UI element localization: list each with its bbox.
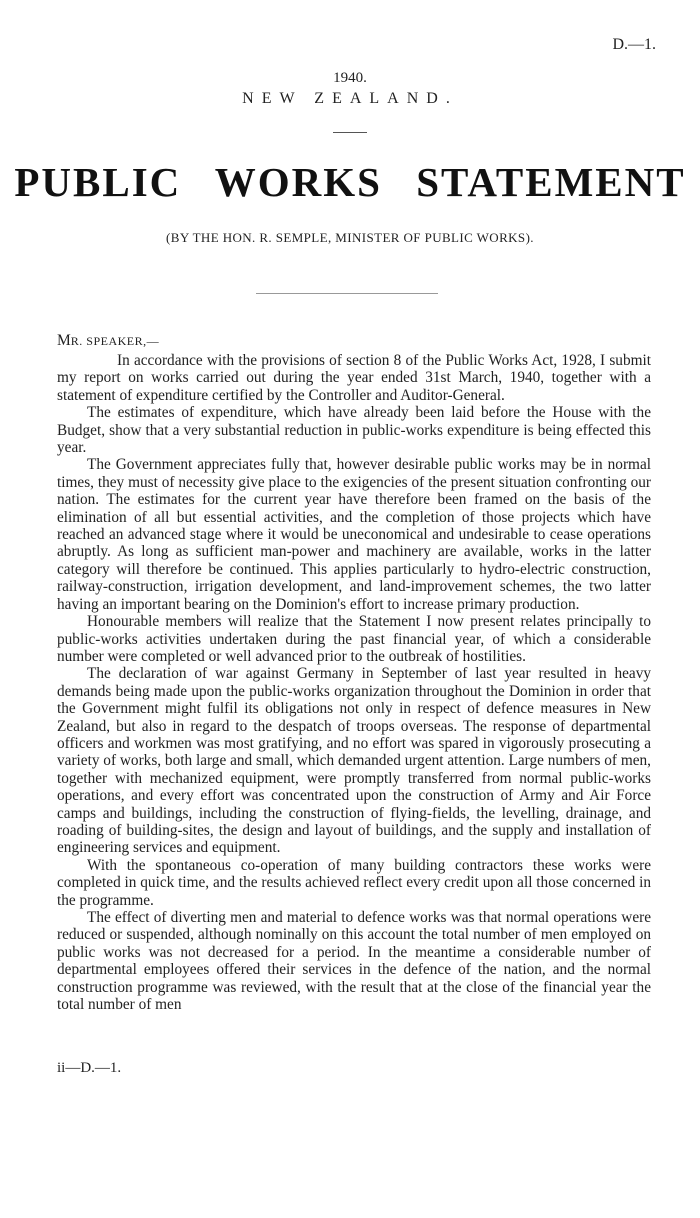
footer-reference: ii—D.—1.: [57, 1060, 122, 1076]
divider-long: [256, 293, 438, 294]
statement-body: [57, 352, 651, 1013]
paragraph: The effect of diverting men and material to defence works was that normal operations were reduced or suspended, although nominally on this account the total number of men employed on public works was not decreased for a period. In the meantime a considerable number of departmental employees offered their services in the defence of the nation, and the normal construction programme was reviewed, with the result that at the close of the financial year the total number of men: [57, 909, 651, 1014]
paragraph: With the spontaneous co-operation of many building contractors these works were completed in quick time, and the results achieved reflect every credit upon all those concerned in the programme.: [57, 856, 651, 909]
salutation-rest: R. SPEAKER,—: [70, 334, 160, 348]
byline: (BY THE HON. R. SEMPLE, MINISTER OF PUBLIC WORKS).: [166, 230, 534, 245]
salutation: [57, 332, 159, 350]
country-heading: NEW ZEALAND.: [242, 90, 458, 107]
document-reference: D.—1.: [612, 36, 656, 53]
paragraph: The Government appreciates fully that, however desirable public works may be in normal times, they must of necessity give place to the exigencies of the present situation confronting our nation. The estimates for the current year have therefore been framed on the basis of the elimination of all but essential activities, and the completion of those projects which have reached an advanced stage where it would be uneconomical and undesirable to cease operations abruptly. As long as sufficient man-power and machinery are available, works in the latter category will therefore be continued. This applies particularly to hydro-electric construction, railway-construction, irrigation development, and land-improvement schemes, the two latter having an important bearing on the Dominion's effort to increase primary production.: [57, 456, 651, 613]
paragraph: Honourable members will realize that the Statement I now present relates principally to public-works activities undertaken during the past financial year, of which a considerable number were completed or well advanced prior to the outbreak of hostilities.: [57, 613, 651, 665]
page-title: PUBLIC WORKS STATEMENT: [14, 159, 686, 205]
paragraph: The declaration of war against Germany in September of last year resulted in heavy demands being made upon the public-works organization throughout the Dominion in order that the Government might fulfil its obligations not only in respect of defence measures in New Zealand, but also in regard to the despatch of troops overseas. The response of departmental officers and workmen was most gratifying, and no effort was spared in vigorously prosecuting a variety of works, both large and small, which demanded urgent attention. Large numbers of men, together with mechanized equipment, were promptly transferred from normal public-works operations, and every effort was concentrated upon the construction of Army and Air Force camps and buildings, including the construction of flying-fields, the levelling, drainage, and roading of building-sites, the design and layout of buildings, and the supply and installation of engineering services and equipment.: [57, 665, 651, 857]
paragraph: The estimates of expenditure, which have already been laid before the House with the Budget, show that a very substantial reduction in public-works expenditure is being effected this year.: [57, 404, 651, 457]
year-heading: 1940.: [333, 70, 367, 86]
paragraph: In accordance with the provisions of section 8 of the Public Works Act, 1928, I submit my report on works carried out during the year ended 31st March, 1940, together with a statement of expenditure certified by the Controller and Auditor-General.: [57, 352, 651, 404]
divider-short: [333, 132, 367, 133]
salutation-initial: M: [57, 332, 71, 349]
